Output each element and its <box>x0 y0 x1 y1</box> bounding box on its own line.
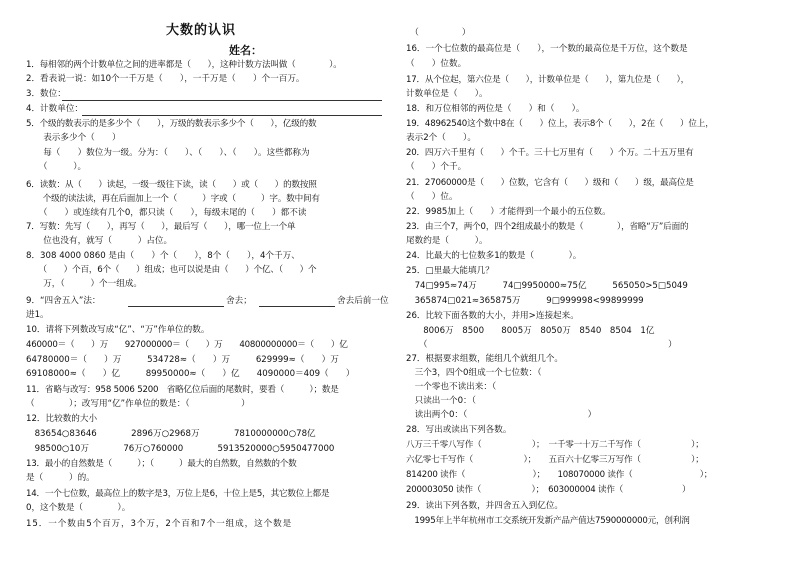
question-8-line: 万，（ ）个一组成。 <box>26 279 143 289</box>
question-18: 18．和万位相邻的两位是（ ）和（ ）。 <box>406 104 585 114</box>
question-16-line: （ ）位数。 <box>406 59 467 69</box>
question-25: 25．□里最大能填几？ <box>406 266 494 276</box>
question-26-line: 8006万 8500 8005万 8050万 8540 8504 1亿 <box>406 326 655 336</box>
question-23-line: 尾数约是（ ）。 <box>406 236 488 246</box>
question-21: 21．27060000是（ ）位数，它含有（ ）级和（ ）级，最高位是 <box>406 178 694 188</box>
question-25-line: 365874□021≈365875万 9□999998<99899999 <box>406 296 644 306</box>
question-19: 19．48962540这个数中8在（ ）位上，表示8个（ ），2在（ ）位上， <box>406 119 714 129</box>
page-title: 大数的认识 <box>166 23 237 38</box>
question-13-line: 是（ ）的。 <box>26 473 95 483</box>
question-4: 4．计数单位： <box>26 104 84 114</box>
question-28-line: 200003050 读作（ ）； 603000004 读作（ ） <box>406 485 691 495</box>
answer-line[interactable] <box>82 115 382 116</box>
question-5: 5．个级的数表示的是多少个（ ），万级的数表示多少个（ ），亿级的数 <box>26 119 317 129</box>
answer-line[interactable] <box>128 306 224 307</box>
question-20-line: （ ）个千。 <box>406 162 467 172</box>
question-8: 8．308 4000 0860 是由（ ）个（ ），8个（ ），4个千万、 <box>26 251 300 261</box>
question-27-line: 只读出一个0：（ <box>406 396 476 406</box>
question-11-line: （ ）；改写用“亿”作单位的数是：（ ） <box>26 399 250 409</box>
question-28-line: 六亿零七千写作（ ）； 五百六十亿零三万写作（ ）； <box>406 455 704 465</box>
question-9: 9．“四舍五入”法： <box>26 296 101 306</box>
question-6: 6．读数：从（ ）读起，一级一级往下读，读（ ）或（ ）的数按照 <box>26 180 317 190</box>
question-27: 27．根据要求组数，能组几个就组几个。 <box>406 354 564 364</box>
question-7-line: 位也没有，就写（ ）占位。 <box>26 236 173 246</box>
answer-line[interactable] <box>62 100 382 101</box>
question-12-line: 98500○10万 76万○760000 5913520000○5950477000 <box>26 444 335 454</box>
question-11: 11．省略与改写：958 5006 5200 省略亿位后面的尾数时，要看（ ）；数是 <box>26 385 339 395</box>
question-22: 22．9985加上（ ）才能得到一个最小的五位数。 <box>406 207 611 217</box>
rule-9-cont: 进1。 <box>26 310 49 320</box>
question-25-line: 74□995≈74万 74□9950000≈75亿 565050>5□5049 <box>406 281 688 291</box>
question-10-line: 460000＝（ ）万 927000000＝（ ）万 40800000000＝（ ）亿 <box>26 340 348 350</box>
question-17: 17．从个位起，第六位是（ ），计数单位是（ ），第九位是（ ）， <box>406 75 690 85</box>
question-5-line: 每（ ）数位为一级。分为：（ ）、（ ）、（ ）。这些都称为 <box>26 148 310 158</box>
question-29: 29．读出下列各数，并四舍五入到亿位。 <box>406 501 564 511</box>
question-15: 15．一个数由5个百万，3个万，2个百和7个一组成，这个数是 <box>26 519 293 529</box>
question-2: 2．看表说一说：如10个一千万是（ ），一千万是（ ）个一百万。 <box>26 74 305 84</box>
question-20: 20．四万六千里有（ ）个千。三十七万里有（ ）个万。二十五万里有 <box>406 148 694 158</box>
question-26-answer: （ ） <box>406 340 677 350</box>
question-19-line: 表示2个（ ）。 <box>406 133 476 143</box>
question-23: 23．由三个7，两个0，四个2组成最小的数是（ ），省略“万”后面的 <box>406 222 689 232</box>
answer-line[interactable] <box>259 306 335 307</box>
question-28-line: 814200 读作（ ）； 108070000 读作（ ）； <box>406 470 713 480</box>
question-28: 28．写出或读出下列各数。 <box>406 425 512 435</box>
question-10-line: 64780000＝（ ）万 534728≈（ ）万 629999≈（ ）万 <box>26 355 339 365</box>
question-12-line: 83654○83646 2896万○2968万 7810000000○78亿 <box>26 429 316 439</box>
question-5-line: 表示多少个（ ） <box>26 133 121 143</box>
rule-9-mid: 舍去； <box>226 296 252 306</box>
question-10-line: 69108000≈（ ）亿 89950000≈（ ）亿 4090000＝409（ ） <box>26 369 355 379</box>
question-21-line: （ ）位。 <box>406 192 458 202</box>
question-15-answer: （ ） <box>406 28 471 38</box>
question-3: 3．数位： <box>26 89 66 99</box>
question-17-line: 计数单位是（ ）。 <box>406 89 488 99</box>
name-label: 姓名： <box>229 44 262 57</box>
question-12: 12．比较数的大小 <box>26 414 98 424</box>
question-8-line: （ ）个百，6个（ ）组成；也可以说是由（ ）个亿、（ ）个 <box>26 265 317 275</box>
question-7: 7．写数：先写（ ），再写（ ），最后写（ ），哪一位上一个单 <box>26 222 296 232</box>
question-27-line: 一个零也不读出来：（ <box>406 382 497 392</box>
question-6-line: （ ）或连续有几个0，都只读（ ），每级末尾的（ ）都不读 <box>26 208 307 218</box>
question-10: 10．请将下列数改写成“亿”、“万”作单位的数。 <box>26 325 210 335</box>
question-13: 13．最小的自然数是（ ）；（ ）最大的自然数，自然数的个数 <box>26 459 297 469</box>
question-1: 1．每相邻的两个计数单位之间的进率都是（ ），这种计数方法叫做（ ）。 <box>26 60 342 70</box>
question-24: 24．比最大的七位数多1的数是（ ）。 <box>406 251 582 261</box>
question-27-line: 三个3，四个0组成一个七位数：（ <box>406 368 542 378</box>
rule-9-end: 舍去后前一位 <box>337 296 389 306</box>
question-28-line: 八万三千零八写作（ ）； 一千零一十万二千写作（ ）； <box>406 440 704 450</box>
question-29-line: 1995年上半年杭州市工交系统开发新产品产值达7590000000元，创利润 <box>406 516 690 526</box>
question-26: 26．比较下面各数的大小，并用>连接起来。 <box>406 311 579 321</box>
question-14-line: 0，这个数是（ ）。 <box>26 503 131 513</box>
question-6-line: 个级的读法读，再在后面加上一个（ ）字或（ ）字。数中间有 <box>26 194 320 204</box>
question-5-line: （ ）。 <box>26 162 87 172</box>
question-27-line: 读出两个0：（ ） <box>406 410 597 420</box>
question-14: 14．一个七位数，最高位上的数字是3，万位上是6，十位上是5，其它数位上都是 <box>26 489 330 499</box>
question-16: 16．一个七位数的最高位是（ ），一个数的最高位是千万位，这个数是 <box>406 44 688 54</box>
